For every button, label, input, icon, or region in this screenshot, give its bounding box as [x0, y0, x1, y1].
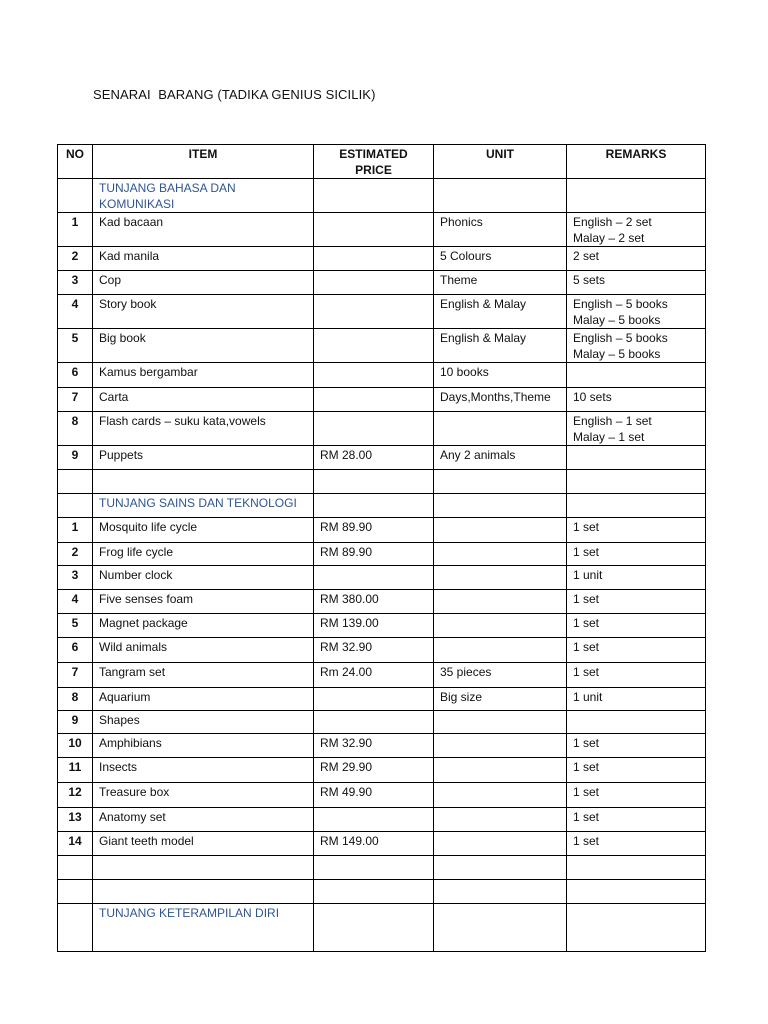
section-header-row	[58, 179, 706, 213]
estimated-price: RM 139.00	[314, 614, 434, 638]
unit: 35 pieces	[434, 663, 567, 688]
table-row	[58, 543, 706, 566]
estimated-price: Rm 24.00	[314, 663, 434, 688]
item-name: Flash cards – suku kata,vowels	[93, 412, 314, 446]
empty-cell	[567, 880, 706, 904]
item-name: Story book	[93, 295, 314, 329]
remarks: 5 sets	[567, 271, 706, 295]
remarks	[567, 446, 706, 470]
row-number: 5	[58, 329, 93, 363]
empty-cell	[93, 470, 314, 494]
empty-cell	[93, 856, 314, 880]
empty-cell	[434, 470, 567, 494]
empty-cell	[567, 470, 706, 494]
remarks: 10 sets	[567, 388, 706, 412]
estimated-price	[314, 213, 434, 247]
header-remarks: REMARKS	[567, 145, 706, 179]
remarks: 1 set	[567, 663, 706, 688]
table-row	[58, 688, 706, 711]
row-number: 8	[58, 412, 93, 446]
remarks: English – 1 set Malay – 1 set	[567, 412, 706, 446]
item-name: Kad bacaan	[93, 213, 314, 247]
item-list-table	[57, 144, 706, 952]
row-number: 6	[58, 638, 93, 663]
item-name: Magnet package	[93, 614, 314, 638]
table-row	[58, 808, 706, 832]
empty-cell	[58, 856, 93, 880]
section-header-row	[58, 494, 706, 518]
remarks: 1 set	[567, 638, 706, 663]
estimated-price	[314, 247, 434, 271]
estimated-price: RM 32.90	[314, 734, 434, 758]
row-number: 10	[58, 734, 93, 758]
remarks: 1 set	[567, 518, 706, 543]
remarks: 1 set	[567, 808, 706, 832]
row-number: 7	[58, 388, 93, 412]
remarks: 1 set	[567, 614, 706, 638]
unit: Phonics	[434, 213, 567, 247]
table-row	[58, 614, 706, 638]
row-number: 4	[58, 295, 93, 329]
empty-cell	[314, 494, 434, 518]
empty-cell	[314, 904, 434, 952]
estimated-price	[314, 388, 434, 412]
unit	[434, 734, 567, 758]
item-name: Tangram set	[93, 663, 314, 688]
empty-cell	[434, 904, 567, 952]
row-number: 2	[58, 247, 93, 271]
unit	[434, 590, 567, 614]
table-row	[58, 783, 706, 808]
unit	[434, 614, 567, 638]
empty-cell	[58, 179, 93, 213]
remarks: 1 unit	[567, 688, 706, 711]
estimated-price	[314, 329, 434, 363]
unit: English & Malay	[434, 329, 567, 363]
blank-row	[58, 470, 706, 494]
table-row	[58, 446, 706, 470]
unit	[434, 758, 567, 783]
table-row	[58, 758, 706, 783]
empty-cell	[434, 494, 567, 518]
unit	[434, 518, 567, 543]
unit	[434, 783, 567, 808]
unit	[434, 711, 567, 734]
row-number: 3	[58, 271, 93, 295]
estimated-price: RM 149.00	[314, 832, 434, 856]
row-number: 3	[58, 566, 93, 590]
empty-cell	[434, 856, 567, 880]
unit: English & Malay	[434, 295, 567, 329]
item-name: Anatomy set	[93, 808, 314, 832]
blank-row	[58, 880, 706, 904]
remarks: 2 set	[567, 247, 706, 271]
item-name: Number clock	[93, 566, 314, 590]
table-row	[58, 247, 706, 271]
table-header-row	[58, 145, 706, 179]
estimated-price	[314, 412, 434, 446]
empty-cell	[314, 470, 434, 494]
unit: 5 Colours	[434, 247, 567, 271]
unit	[434, 638, 567, 663]
item-name: Carta	[93, 388, 314, 412]
table-row	[58, 518, 706, 543]
item-name: Cop	[93, 271, 314, 295]
table-row	[58, 638, 706, 663]
table-body	[58, 179, 706, 952]
remarks: 1 unit	[567, 566, 706, 590]
estimated-price: RM 380.00	[314, 590, 434, 614]
row-number: 14	[58, 832, 93, 856]
estimated-price	[314, 711, 434, 734]
section-title: TUNJANG KETERAMPILAN DIRI	[93, 904, 314, 952]
empty-cell	[93, 880, 314, 904]
table-row	[58, 663, 706, 688]
table-row	[58, 213, 706, 247]
empty-cell	[314, 856, 434, 880]
row-number: 2	[58, 543, 93, 566]
table-row	[58, 734, 706, 758]
estimated-price: RM 49.90	[314, 783, 434, 808]
table-row	[58, 388, 706, 412]
unit	[434, 566, 567, 590]
remarks: English – 5 books Malay – 5 books	[567, 295, 706, 329]
section-title: TUNJANG SAINS DAN TEKNOLOGI	[93, 494, 314, 518]
item-name: Big book	[93, 329, 314, 363]
empty-cell	[58, 904, 93, 952]
remarks: 1 set	[567, 543, 706, 566]
item-name: Puppets	[93, 446, 314, 470]
table-row	[58, 590, 706, 614]
empty-cell	[58, 470, 93, 494]
estimated-price: RM 89.90	[314, 518, 434, 543]
table-row	[58, 711, 706, 734]
section-title: TUNJANG BAHASA DAN KOMUNIKASI	[93, 179, 314, 213]
item-name: Mosquito life cycle	[93, 518, 314, 543]
row-number: 1	[58, 213, 93, 247]
row-number: 8	[58, 688, 93, 711]
estimated-price: RM 32.90	[314, 638, 434, 663]
table-row	[58, 412, 706, 446]
empty-cell	[314, 179, 434, 213]
item-name: Amphibians	[93, 734, 314, 758]
remarks	[567, 363, 706, 388]
unit	[434, 808, 567, 832]
blank-row	[58, 856, 706, 880]
table-row	[58, 566, 706, 590]
table-row	[58, 271, 706, 295]
empty-cell	[58, 880, 93, 904]
item-name: Kad manila	[93, 247, 314, 271]
estimated-price: RM 28.00	[314, 446, 434, 470]
estimated-price	[314, 363, 434, 388]
unit: Theme	[434, 271, 567, 295]
remarks	[567, 711, 706, 734]
remarks: English – 2 set Malay – 2 set	[567, 213, 706, 247]
remarks: 1 set	[567, 832, 706, 856]
header-item: ITEM	[93, 145, 314, 179]
empty-cell	[434, 880, 567, 904]
header-no: NO	[58, 145, 93, 179]
empty-cell	[567, 179, 706, 213]
item-name: Giant teeth model	[93, 832, 314, 856]
table-row	[58, 832, 706, 856]
item-name: Wild animals	[93, 638, 314, 663]
remarks: 1 set	[567, 734, 706, 758]
row-number: 12	[58, 783, 93, 808]
row-number: 11	[58, 758, 93, 783]
estimated-price	[314, 566, 434, 590]
estimated-price	[314, 295, 434, 329]
remarks: 1 set	[567, 758, 706, 783]
item-name: Aquarium	[93, 688, 314, 711]
unit: Days,Months,Theme	[434, 388, 567, 412]
table-row	[58, 363, 706, 388]
estimated-price	[314, 808, 434, 832]
unit	[434, 412, 567, 446]
remarks: English – 5 books Malay – 5 books	[567, 329, 706, 363]
document-title: SENARAI BARANG (TADIKA GENIUS SICILIK)	[93, 87, 376, 102]
empty-cell	[567, 494, 706, 518]
empty-cell	[58, 494, 93, 518]
estimated-price: RM 89.90	[314, 543, 434, 566]
unit: Big size	[434, 688, 567, 711]
item-name: Kamus bergambar	[93, 363, 314, 388]
unit: Any 2 animals	[434, 446, 567, 470]
unit	[434, 832, 567, 856]
item-name: Shapes	[93, 711, 314, 734]
remarks: 1 set	[567, 590, 706, 614]
empty-cell	[567, 856, 706, 880]
unit	[434, 543, 567, 566]
header-unit: UNIT	[434, 145, 567, 179]
row-number: 1	[58, 518, 93, 543]
row-number: 4	[58, 590, 93, 614]
item-name: Frog life cycle	[93, 543, 314, 566]
row-number: 7	[58, 663, 93, 688]
item-name: Five senses foam	[93, 590, 314, 614]
item-name: Treasure box	[93, 783, 314, 808]
section-header-row	[58, 904, 706, 952]
row-number: 13	[58, 808, 93, 832]
item-name: Insects	[93, 758, 314, 783]
header-price: ESTIMATED PRICE	[314, 145, 434, 179]
empty-cell	[567, 904, 706, 952]
estimated-price	[314, 688, 434, 711]
estimated-price: RM 29.90	[314, 758, 434, 783]
table-row	[58, 329, 706, 363]
row-number: 6	[58, 363, 93, 388]
row-number: 9	[58, 446, 93, 470]
table-row	[58, 295, 706, 329]
estimated-price	[314, 271, 434, 295]
row-number: 9	[58, 711, 93, 734]
remarks: 1 set	[567, 783, 706, 808]
empty-cell	[434, 179, 567, 213]
empty-cell	[314, 880, 434, 904]
row-number: 5	[58, 614, 93, 638]
unit: 10 books	[434, 363, 567, 388]
